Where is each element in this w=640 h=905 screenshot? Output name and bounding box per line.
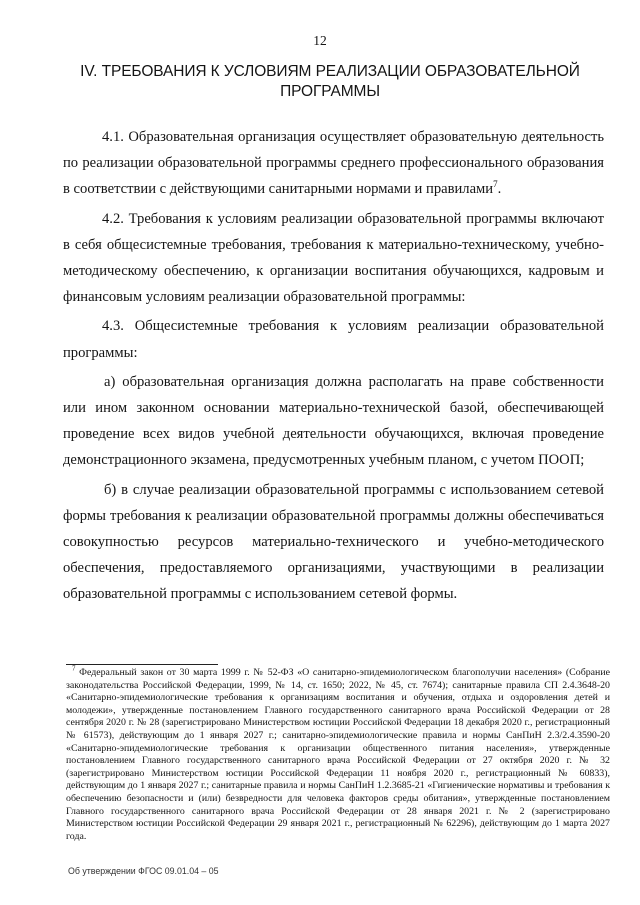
- footnote-reference[interactable]: 7: [493, 179, 498, 190]
- document-footer-note: Об утверждении ФГОС 09.01.04 – 05: [68, 866, 219, 876]
- paragraph-4-3-a: а) образовательная организация должна располагать на праве собственности или ином законном основании материально-технической базой, обеспечивающей проведение всех видов учебной деятельности обучающихся, включая проведение демонстрационного экзамена, предусмотренных учебным планом, с учетом ПООП;: [63, 373, 604, 469]
- paragraph-4-1-text: 4.1. Образовательная организация осуществляет образовательную деятельность по реализации образовательной программы среднего профессионального образования в соответствии с действующими санитарными нормами и правилами: [63, 129, 604, 198]
- page-number: 12: [313, 33, 327, 48]
- paragraph-4-3: 4.3. Общесистемные требования к условиям реализации образовательной программы:: [63, 318, 604, 361]
- body-text: [63, 124, 604, 611]
- section-heading: IV. ТРЕБОВАНИЯ К УСЛОВИЯМ РЕАЛИЗАЦИИ ОБРАЗОВАТЕЛЬНОЙ ПРОГРАММЫ: [80, 63, 580, 100]
- footnote-divider: [66, 664, 218, 665]
- paragraph-4-2: 4.2. Требования к условиям реализации образовательной программы включают в себя общесистемные требования, требования к материально-техническому, учебно-методическому обеспечению, к организации воспитания обучающихся, кадровым и финансовым условиям реализации образовательной программы:: [63, 210, 604, 306]
- paragraph-4-1: [63, 124, 604, 203]
- footnote-marker: 7: [72, 664, 76, 673]
- footnote-text: Федеральный закон от 30 марта 1999 г. № 52-ФЗ «О санитарно-эпидемиологическом благополучии населения» (Собрание законодательства Российской Федерации, 1999, № 14, ст. 1650; 2022, № 45, ст. 7674); санитарные правила СП 2.4.3648-20 «Санитарно-эпидемиологические требования к организациям воспитания и обучения, отдыха и оздоровления детей и молодежи», утвержденные постановлением Главного государственного санитарного врача Российской Федерации от 28 сентября 2020 г. № 28 (зарегистрировано Министерством юстиции Российской Федерации 18 декабря 2020 г., регистрационный № 61573), действующим до 1 января 2027 г.; санитарно-эпидемиологические правила и нормы СанПиН 2.3/2.4.3590-20 «Санитарно-эпидемиологические требования к организации общественного питания населения», утвержденные постановлением Главного государственного санитарного врача Российской Федерации от 27 октября 2020 г. № 32 (зарегистрировано Министерством юстиции Российской Федерации 11 ноября 2020 г., регистрационный № 60833), действующим до 1 января 2027 г.; санитарные правила и нормы СанПиН 1.2.3685-21 «Гигиенические нормативы и требования к обеспечению безопасности и (или) безвредности для человека факторов среды обитания», утвержденные постановлением Главного государственного санитарного врача Российской Федерации от 28 января 2021 г. № 2 (зарегистрировано Министерством юстиции Российской Федерации 29 января 2021 г., регистрационный № 62296), действующим до 1 марта 2027 года.: [66, 667, 610, 842]
- paragraph-4-3-b: б) в случае реализации образовательной программы с использованием сетевой формы требования к реализации образовательной программы должны обеспечиваться совокупностью ресурсов материально-технического и учебно-методического обеспечения, предоставляемого организациями, участвующими в реализации образовательной программы с использованием сетевой формы.: [63, 481, 604, 603]
- paragraph-4-1-end: .: [497, 181, 502, 198]
- footnote: [66, 664, 610, 843]
